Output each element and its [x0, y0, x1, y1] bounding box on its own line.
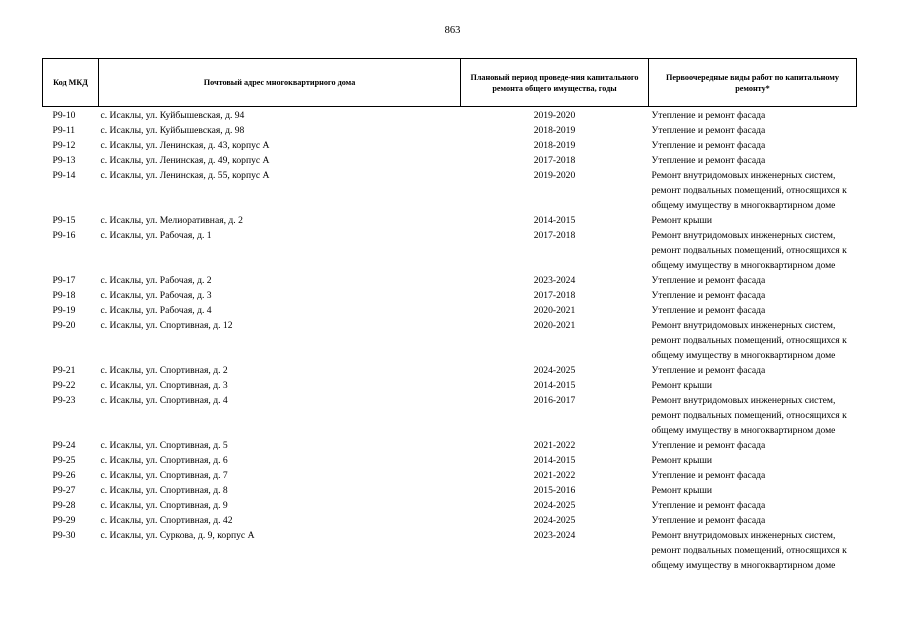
cell-works: Утепление и ремонт фасада — [651, 305, 766, 316]
cell-code: Р9-20 — [52, 320, 76, 331]
cell-works: Утепление и ремонт фасада — [651, 110, 766, 121]
cell-code: Р9-28 — [52, 500, 76, 511]
cell-address: с. Исаклы, ул. Куйбышевская, д. 98 — [100, 125, 245, 136]
cell-period: 2017-2018 — [533, 290, 576, 301]
cell-code: Р9-12 — [52, 140, 76, 151]
cell-works: Утепление и ремонт фасада — [651, 290, 766, 301]
cell-address: с. Исаклы, ул. Ленинская, д. 49, корпус А — [100, 155, 270, 166]
cell-works: Ремонт крыши — [651, 215, 712, 226]
cell-code: Р9-29 — [52, 515, 76, 526]
cell-works: Ремонт внутридомовых инженерных систем, ремонт подвальных помещений, относящихся к общему имуществу в многоквартирном доме — [651, 230, 847, 271]
cell-period: 2019-2020 — [533, 170, 576, 181]
cell-address: с. Исаклы, ул. Спортивная, д. 9 — [100, 500, 228, 511]
cell-code: Р9-18 — [52, 290, 76, 301]
cell-address: с. Исаклы, ул. Рабочая, д. 3 — [100, 290, 212, 301]
table-row — [43, 273, 857, 288]
cell-works: Ремонт внутридомовых инженерных систем, ремонт подвальных помещений, относящихся к общему имуществу в многоквартирном доме — [651, 170, 847, 211]
cell-code: Р9-30 — [52, 530, 76, 541]
table-row — [43, 438, 857, 453]
cell-code: Р9-14 — [52, 170, 76, 181]
cell-period: 2016-2017 — [533, 395, 576, 406]
cell-period: 2020-2021 — [533, 305, 576, 316]
table-header — [43, 59, 857, 107]
cell-address: с. Исаклы, ул. Спортивная, д. 3 — [100, 380, 228, 391]
cell-works: Ремонт крыши — [651, 485, 712, 496]
cell-works: Утепление и ремонт фасада — [651, 440, 766, 451]
cell-address: с. Исаклы, ул. Спортивная, д. 2 — [100, 365, 228, 376]
cell-period: 2017-2018 — [533, 155, 576, 166]
table-row — [43, 153, 857, 168]
cell-period: 2019-2020 — [533, 110, 576, 121]
table-row — [43, 318, 857, 363]
cell-period: 2014-2015 — [533, 215, 576, 226]
cell-code: Р9-17 — [52, 275, 76, 286]
cell-code: Р9-24 — [52, 440, 76, 451]
table-row — [43, 107, 857, 124]
cell-address: с. Исаклы, ул. Рабочая, д. 2 — [100, 275, 212, 286]
cell-period: 2023-2024 — [533, 530, 576, 541]
cell-address: с. Исаклы, ул. Ленинская, д. 43, корпус А — [100, 140, 270, 151]
cell-code: Р9-23 — [52, 395, 76, 406]
table-row — [43, 483, 857, 498]
table-row — [43, 213, 857, 228]
table-body — [43, 107, 857, 574]
table-row — [43, 393, 857, 438]
cell-address: с. Исаклы, ул. Куйбышевская, д. 94 — [100, 110, 245, 121]
cell-address: с. Исаклы, ул. Спортивная, д. 5 — [100, 440, 228, 451]
cell-code: Р9-15 — [52, 215, 76, 226]
cell-period: 2024-2025 — [533, 515, 576, 526]
cell-address: с. Исаклы, ул. Спортивная, д. 4 — [100, 395, 228, 406]
cell-period: 2024-2025 — [533, 365, 576, 376]
cell-works: Утепление и ремонт фасада — [651, 515, 766, 526]
cell-address: с. Исаклы, ул. Мелиоративная, д. 2 — [100, 215, 243, 226]
cell-works: Утепление и ремонт фасада — [651, 275, 766, 286]
cell-code: Р9-26 — [52, 470, 76, 481]
cell-period: 2018-2019 — [533, 125, 576, 136]
cell-works: Утепление и ремонт фасада — [651, 500, 766, 511]
table-row — [43, 228, 857, 273]
cell-address: с. Исаклы, ул. Спортивная, д. 8 — [100, 485, 228, 496]
cell-code: Р9-27 — [52, 485, 76, 496]
cell-works: Ремонт крыши — [651, 380, 712, 391]
table-row — [43, 378, 857, 393]
cell-period: 2018-2019 — [533, 140, 576, 151]
table-row — [43, 303, 857, 318]
cell-code: Р9-25 — [52, 455, 76, 466]
cell-address: с. Исаклы, ул. Рабочая, д. 1 — [100, 230, 212, 241]
cell-works: Ремонт внутридомовых инженерных систем, ремонт подвальных помещений, относящихся к общему имуществу в многоквартирном доме — [651, 530, 847, 571]
cell-code: Р9-13 — [52, 155, 76, 166]
cell-period: 2021-2022 — [533, 470, 576, 481]
cell-period: 2021-2022 — [533, 440, 576, 451]
cell-address: с. Исаклы, ул. Суркова, д. 9, корпус А — [100, 530, 255, 541]
table-row — [43, 453, 857, 468]
table-row — [43, 168, 857, 213]
cell-code: Р9-10 — [52, 110, 76, 121]
header-period: Плановый период проведе-ния капитального ремонта общего имущества, годы — [461, 59, 649, 107]
cell-code: Р9-21 — [52, 365, 76, 376]
table-row — [43, 468, 857, 483]
cell-works: Утепление и ремонт фасада — [651, 125, 766, 136]
cell-works: Утепление и ремонт фасада — [651, 155, 766, 166]
cell-period: 2024-2025 — [533, 500, 576, 511]
cell-works: Ремонт крыши — [651, 455, 712, 466]
capital-repair-table — [42, 58, 857, 573]
page-number: 863 — [444, 25, 461, 36]
cell-works: Ремонт внутридомовых инженерных систем, ремонт подвальных помещений, относящихся к общему имуществу в многоквартирном доме — [651, 320, 847, 361]
header-row — [43, 59, 857, 107]
table-row — [43, 123, 857, 138]
table-row — [43, 513, 857, 528]
cell-period: 2023-2024 — [533, 275, 576, 286]
cell-period: 2020-2021 — [533, 320, 576, 331]
header-address: Почтовый адрес многоквартирного дома — [99, 59, 461, 107]
table-row — [43, 288, 857, 303]
cell-code: Р9-11 — [52, 125, 76, 136]
cell-code: Р9-22 — [52, 380, 76, 391]
cell-code: Р9-19 — [52, 305, 76, 316]
cell-address: с. Исаклы, ул. Рабочая, д. 4 — [100, 305, 212, 316]
table-row — [43, 138, 857, 153]
cell-code: Р9-16 — [52, 230, 76, 241]
cell-address: с. Исаклы, ул. Спортивная, д. 7 — [100, 470, 228, 481]
cell-period: 2014-2015 — [533, 455, 576, 466]
cell-address: с. Исаклы, ул. Спортивная, д. 42 — [100, 515, 233, 526]
header-code: Код МКД — [43, 59, 99, 107]
cell-works: Ремонт внутридомовых инженерных систем, ремонт подвальных помещений, относящихся к общему имуществу в многоквартирном доме — [651, 395, 847, 436]
cell-address: с. Исаклы, ул. Ленинская, д. 55, корпус А — [100, 170, 270, 181]
cell-period: 2017-2018 — [533, 230, 576, 241]
cell-works: Утепление и ремонт фасада — [651, 140, 766, 151]
cell-address: с. Исаклы, ул. Спортивная, д. 12 — [100, 320, 233, 331]
header-works: Первоочередные виды работ по капитальному ремонту* — [649, 59, 857, 107]
table-row — [43, 528, 857, 573]
cell-works: Утепление и ремонт фасада — [651, 470, 766, 481]
cell-period: 2014-2015 — [533, 380, 576, 391]
cell-works: Утепление и ремонт фасада — [651, 365, 766, 376]
table-row — [43, 363, 857, 378]
cell-period: 2015-2016 — [533, 485, 576, 496]
table-row — [43, 498, 857, 513]
cell-address: с. Исаклы, ул. Спортивная, д. 6 — [100, 455, 228, 466]
